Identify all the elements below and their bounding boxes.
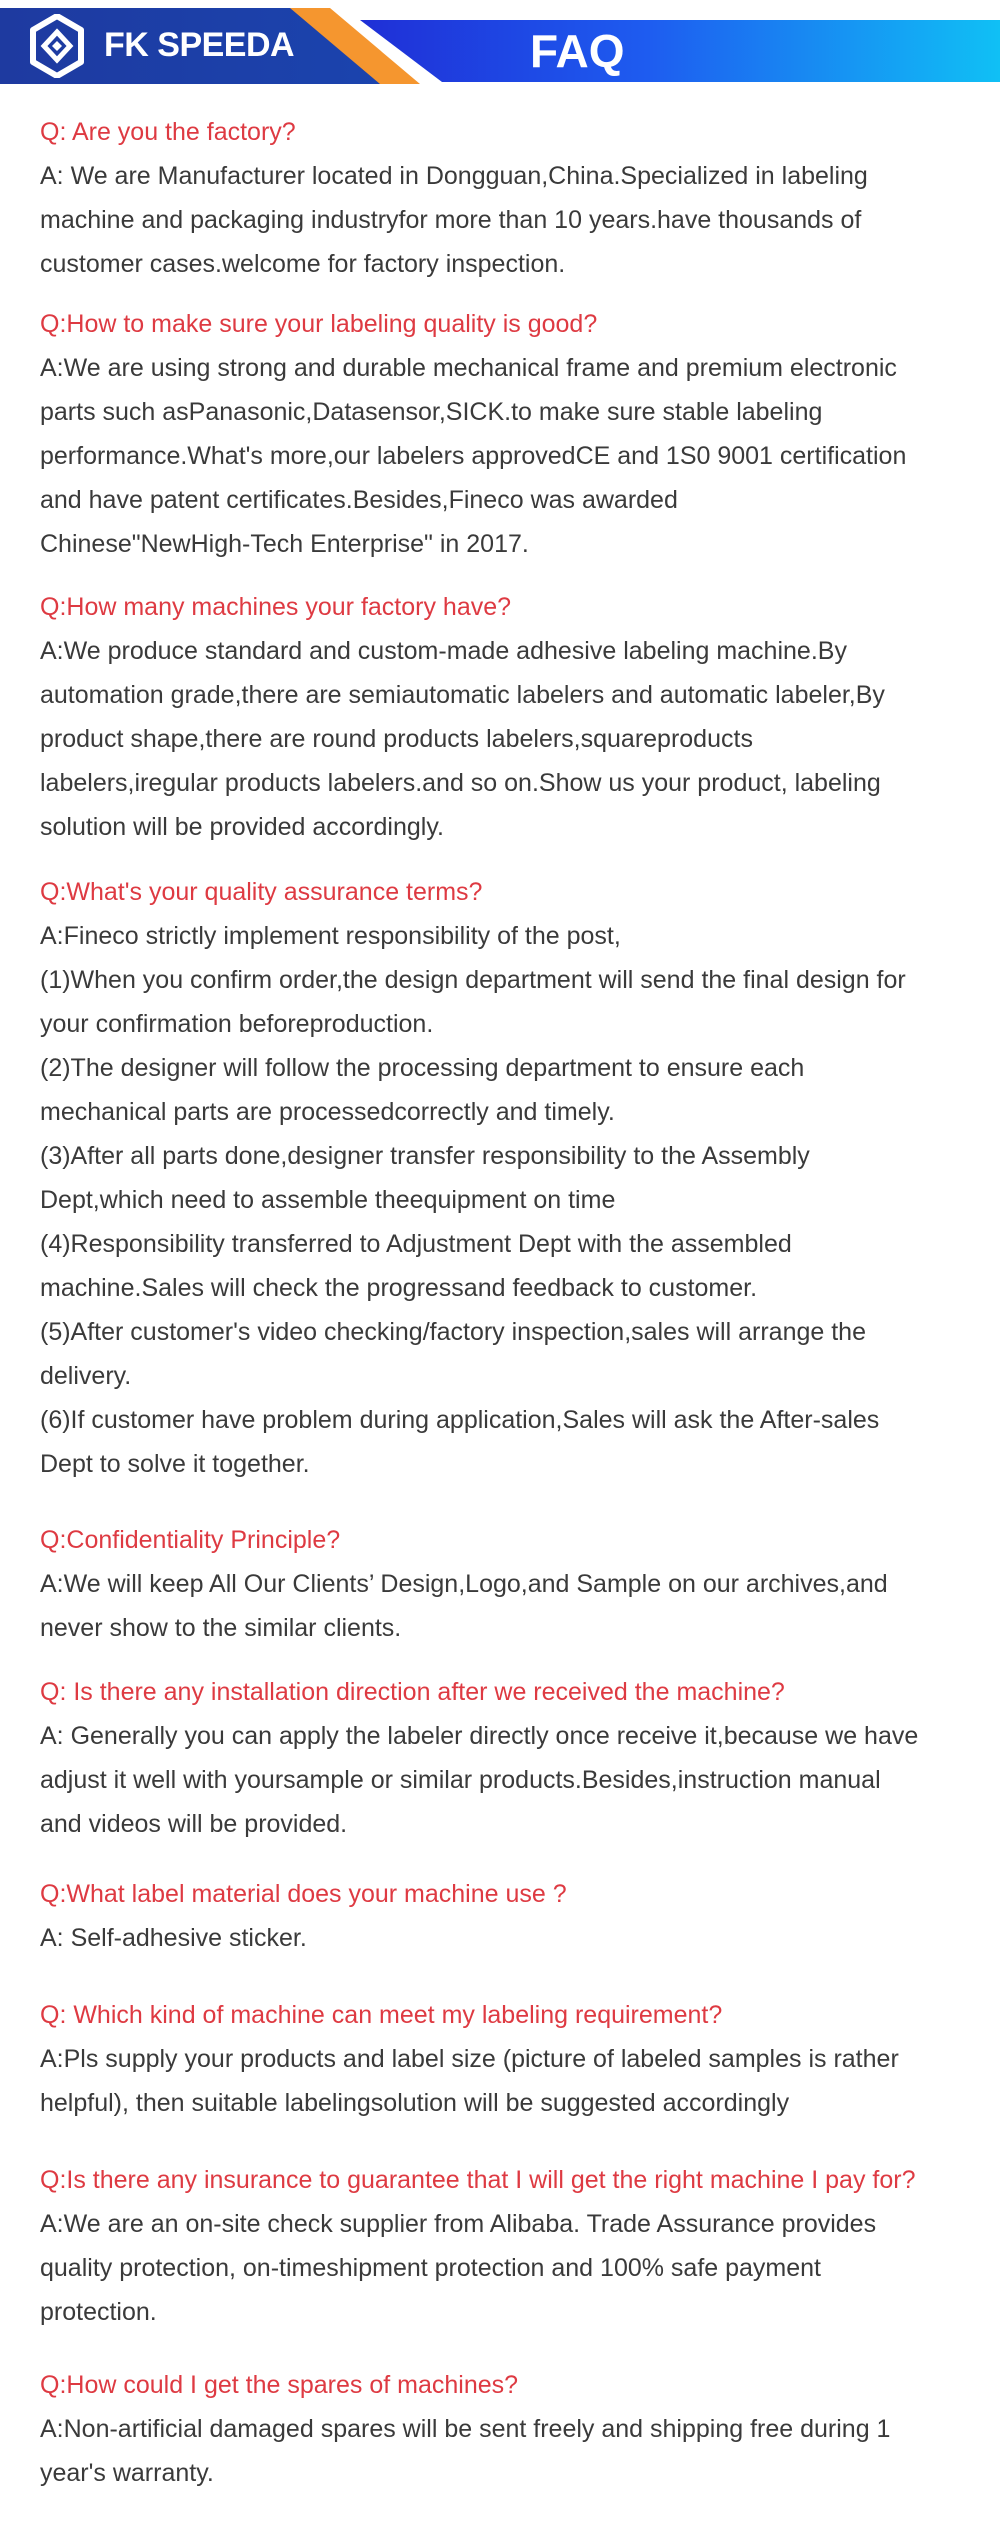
- answer-line: quality protection, on-timeshipment protection and 100% safe payment: [40, 2254, 822, 2282]
- answer-line: A:We will keep All Our Clients’ Design,Logo,and Sample on our archives,and: [40, 1570, 888, 1598]
- answer-line: year's warranty.: [40, 2459, 214, 2487]
- faq-answer: [40, 1562, 980, 1650]
- faq-item: [40, 2158, 980, 2334]
- answer-line: your confirmation beforeproduction.: [40, 1010, 434, 1038]
- answer-line: A:We produce standard and custom-made adhesive labeling machine.By: [40, 637, 847, 665]
- faq-header-banner: [0, 0, 1000, 92]
- answer-line: helpful), then suitable labelingsolution will be suggested accordingly: [40, 2089, 790, 2117]
- answer-line: Dept,which need to assemble theequipment on time: [40, 1186, 616, 1214]
- answer-line: machine.Sales will check the progressand feedback to customer.: [40, 1274, 758, 1302]
- brand-name: FK SPEEDA: [104, 26, 295, 64]
- faq-question: Q:How could I get the spares of machines?: [40, 2371, 519, 2399]
- faq-question: Q: Are you the factory?: [40, 118, 296, 146]
- faq-question: Q:Confidentiality Principle?: [40, 1526, 341, 1554]
- answer-line: protection.: [40, 2298, 157, 2326]
- faq-item: [40, 1993, 980, 2125]
- faq-question: Q: Which kind of machine can meet my labeling requirement?: [40, 2001, 723, 2029]
- answer-line: customer cases.welcome for factory inspection.: [40, 250, 566, 278]
- faq-title-bar: [360, 20, 1000, 82]
- answer-line: A:Fineco strictly implement responsibility of the post,: [40, 922, 621, 950]
- answer-line: automation grade,there are semiautomatic labelers and automatic labeler,By: [40, 681, 885, 709]
- answer-line: (1)When you confirm order,the design department will send the final design for: [40, 966, 906, 994]
- answer-line: A: Self-adhesive sticker.: [40, 1924, 307, 1952]
- faq-item: [40, 302, 980, 566]
- faq-answer: [40, 2202, 980, 2334]
- answer-line: machine and packaging industryfor more than 10 years.have thousands of: [40, 206, 862, 234]
- faq-answer: [40, 346, 980, 566]
- faq-question: Q:What's your quality assurance terms?: [40, 878, 483, 906]
- answer-line: Chinese"NewHigh-Tech Enterprise" in 2017.: [40, 530, 529, 558]
- answer-line: solution will be provided accordingly.: [40, 813, 444, 841]
- answer-line: A:We are using strong and durable mechanical frame and premium electronic: [40, 354, 897, 382]
- answer-line: adjust it well with yoursample or similar products.Besides,instruction manual: [40, 1766, 881, 1794]
- answer-line: A:Non-artificial damaged spares will be sent freely and shipping free during 1: [40, 2415, 891, 2443]
- faq-item: [40, 1518, 980, 1650]
- answer-line: product shape,there are round products labelers,squareproducts: [40, 725, 753, 753]
- answer-line: (3)After all parts done,designer transfer responsibility to the Assembly: [40, 1142, 810, 1170]
- faq-answer: [40, 2037, 980, 2125]
- answer-line: Dept to solve it together.: [40, 1450, 310, 1478]
- faq-answer: [40, 2407, 980, 2495]
- faq-answer: [40, 1916, 980, 1960]
- answer-line: (4)Responsibility transferred to Adjustment Dept with the assembled: [40, 1230, 792, 1258]
- page-title: FAQ: [530, 25, 625, 77]
- faq-item: [40, 1872, 980, 1960]
- answer-line: delivery.: [40, 1362, 132, 1390]
- answer-line: never show to the similar clients.: [40, 1614, 402, 1642]
- answer-line: A:Pls supply your products and label size (picture of labeled samples is rather: [40, 2045, 899, 2073]
- faq-question: Q:How many machines your factory have?: [40, 593, 512, 621]
- fk-speeda-logo-icon: [30, 14, 84, 78]
- faq-question: Q:How to make sure your labeling quality is good?: [40, 310, 598, 338]
- faq-item: [40, 1670, 980, 1846]
- faq-question: Q:What label material does your machine use ?: [40, 1880, 567, 1908]
- faq-item: [40, 2363, 980, 2495]
- answer-line: performance.What's more,our labelers approvedCE and 1S0 9001 certification: [40, 442, 907, 470]
- answer-line: (5)After customer's video checking/factory inspection,sales will arrange the: [40, 1318, 866, 1346]
- answer-line: mechanical parts are processedcorrectly and timely.: [40, 1098, 615, 1126]
- answer-line: A:We are an on-site check supplier from Alibaba. Trade Assurance provides: [40, 2210, 877, 2238]
- answer-line: A: Generally you can apply the labeler directly once receive it,because we have: [40, 1722, 919, 1750]
- faq-item: [40, 585, 980, 849]
- answer-line: (6)If customer have problem during application,Sales will ask the After-sales: [40, 1406, 880, 1434]
- faq-answer: [40, 629, 980, 849]
- answer-line: (2)The designer will follow the processing department to ensure each: [40, 1054, 805, 1082]
- faq-answer: [40, 154, 980, 286]
- answer-line: parts such asPanasonic,Datasensor,SICK.to make sure stable labeling: [40, 398, 823, 426]
- faq-answer: [40, 914, 980, 1486]
- faq-item: [40, 870, 980, 1486]
- answer-line: and have patent certificates.Besides,Fineco was awarded: [40, 486, 678, 514]
- answer-line: A: We are Manufacturer located in Dongguan,China.Specialized in labeling: [40, 162, 868, 190]
- faq-item: [40, 110, 980, 286]
- faq-answer: [40, 1714, 980, 1846]
- faq-question: Q:Is there any insurance to guarantee that I will get the right machine I pay for?: [40, 2166, 916, 2194]
- answer-line: and videos will be provided.: [40, 1810, 348, 1838]
- faq-question: Q: Is there any installation direction after we received the machine?: [40, 1678, 785, 1706]
- answer-line: labelers,iregular products labelers.and so on.Show us your product, labeling: [40, 769, 881, 797]
